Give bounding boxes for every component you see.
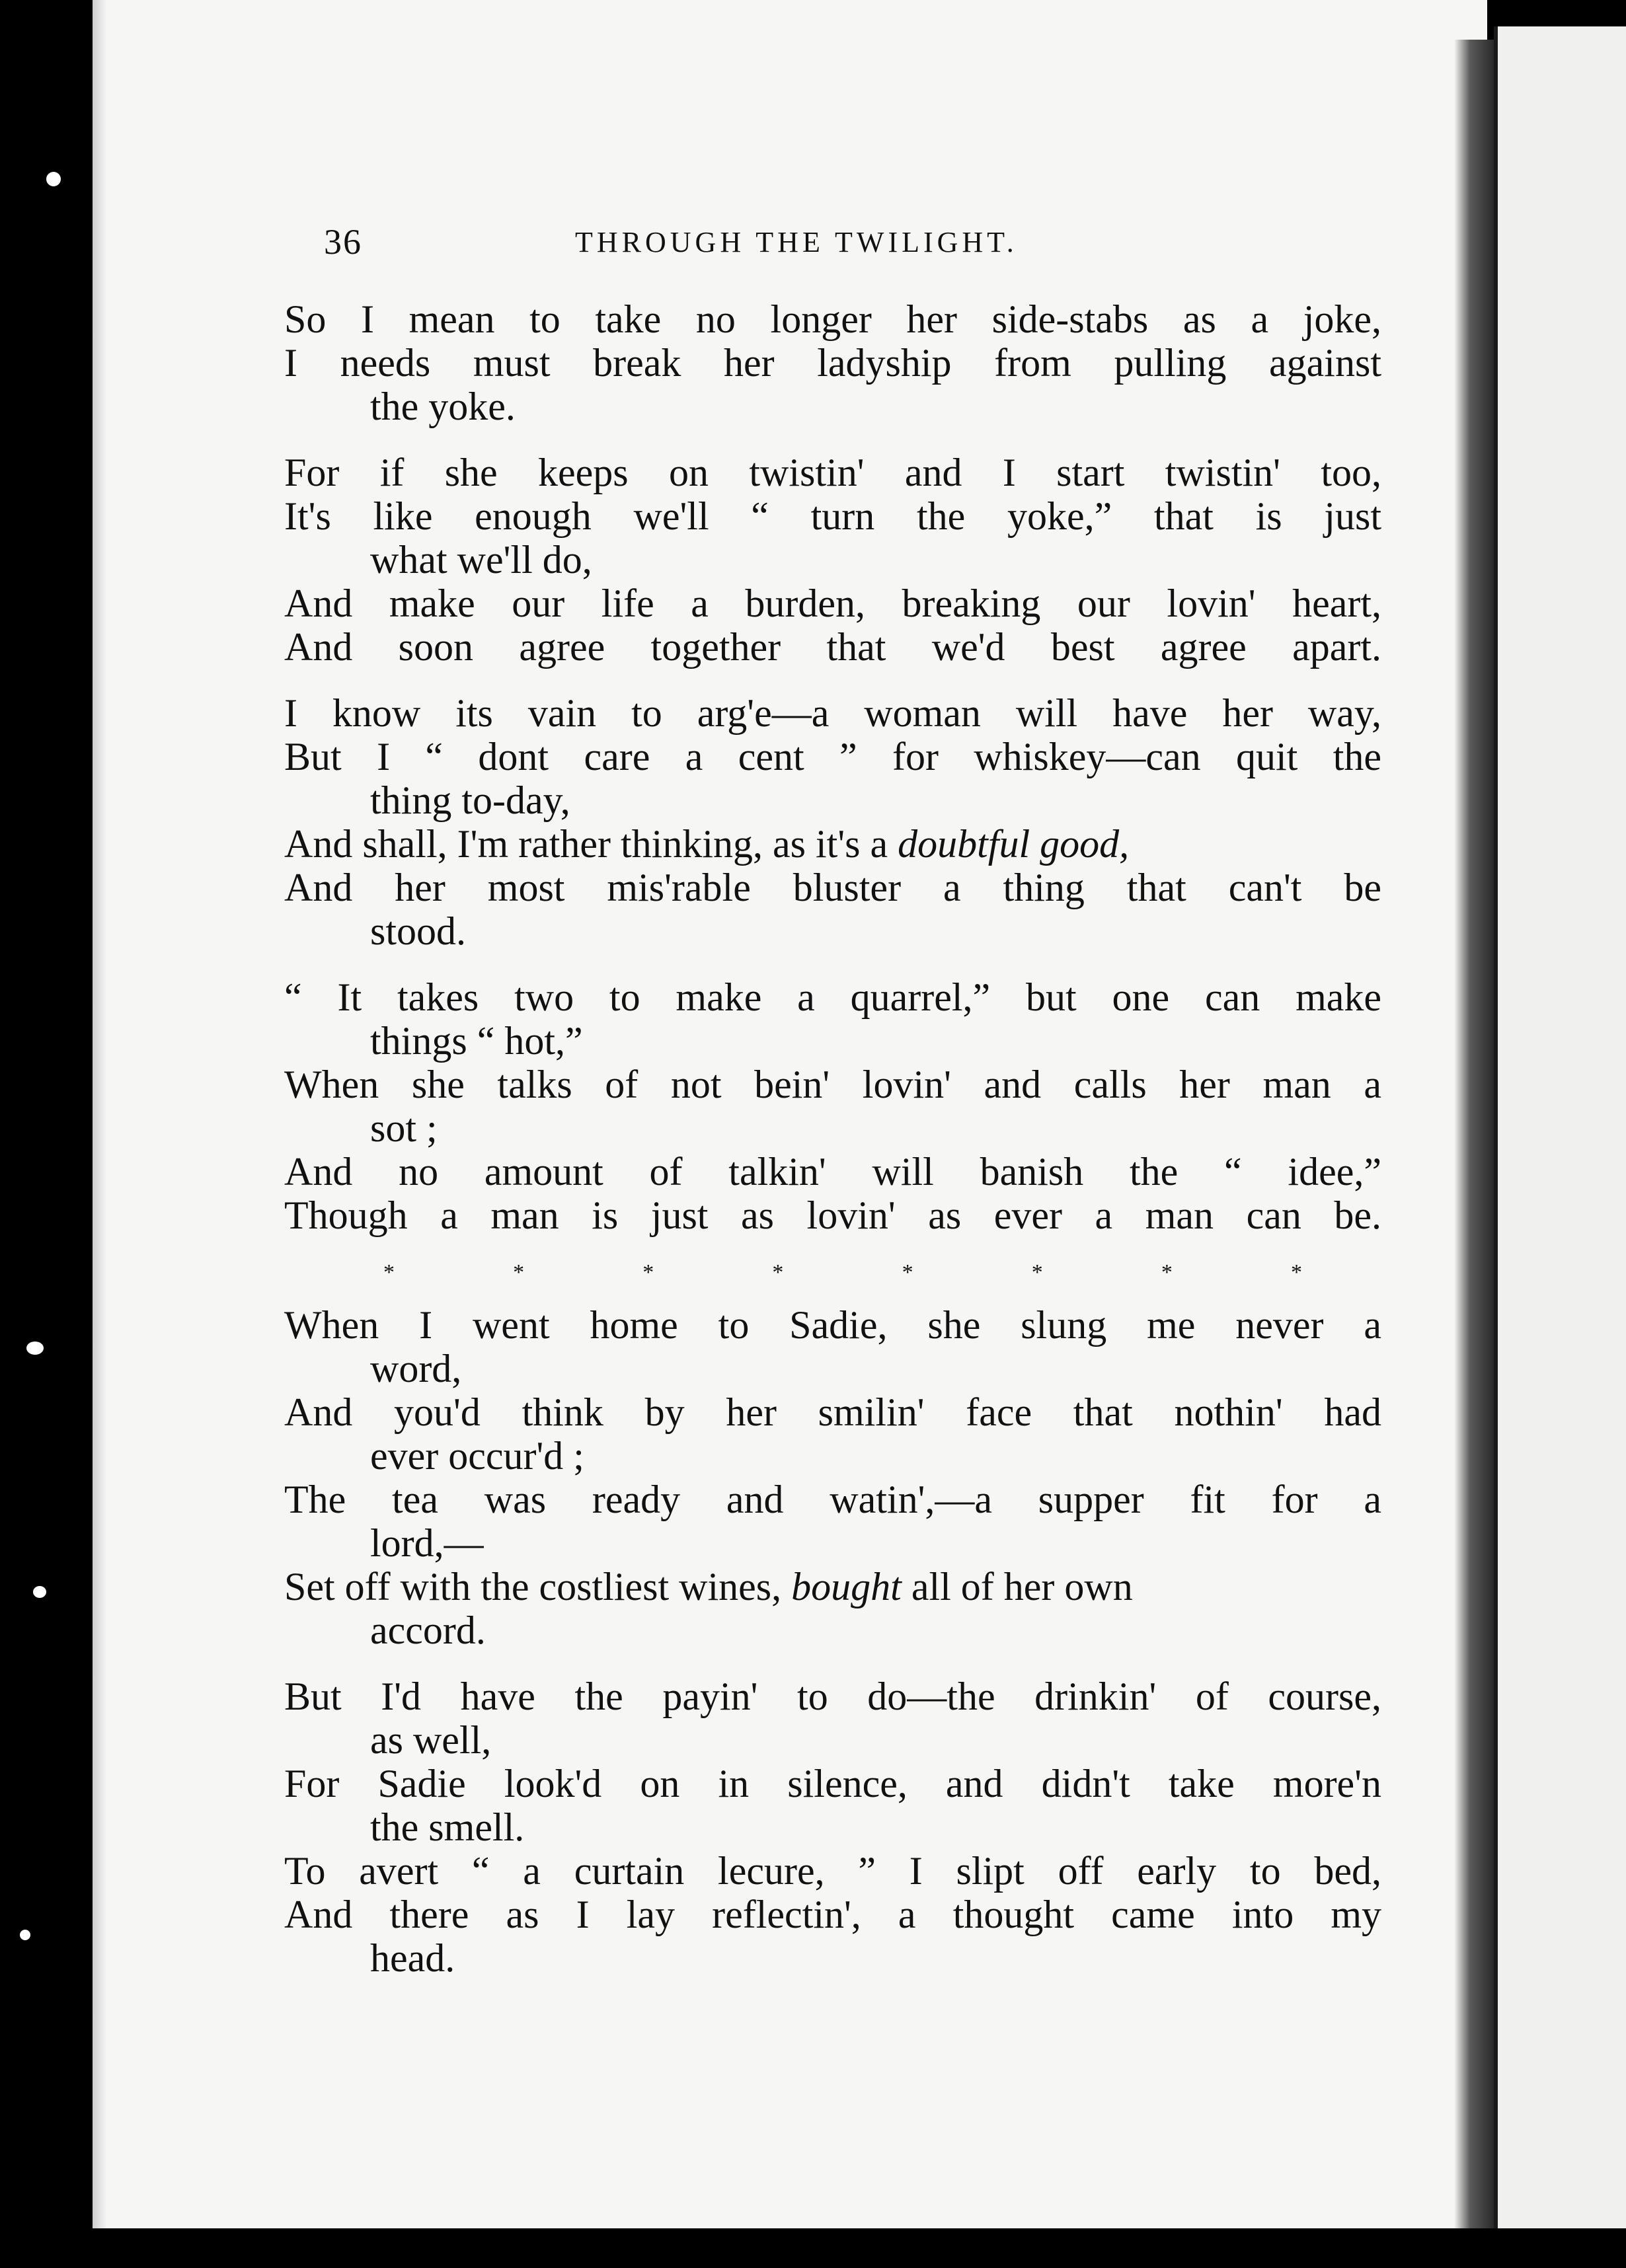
asterisk: * [513,1260,525,1285]
verse-line-continuation: thing to-day, [370,778,570,822]
facing-page-edge [1494,26,1626,2268]
asterisk: * [772,1260,784,1285]
italic-phrase: doubtful good, [898,822,1130,866]
verse-line: Though a man is just as lovin' as ever a man can be. [284,1193,1381,1237]
verse-line: When she talks of not bein' lovin' and calls her man a [284,1063,1381,1106]
stanza [284,975,1381,1237]
running-title: THROUGH THE TWILIGHT. [575,226,1018,258]
verse-line [284,822,1381,866]
stanza [284,451,1381,669]
verse-line: When I went home to Sadie, she slung me never a [284,1303,1381,1347]
verse-line: For Sadie look'd on in silence, and didn't take more'n [284,1762,1381,1805]
verse-line: And you'd think by her smilin' face that nothin' had [284,1390,1381,1434]
stanza [284,1675,1381,1980]
verse-text: all of her own [901,1565,1133,1608]
scan-speck [26,1342,44,1355]
left-dark-margin [0,0,93,2268]
verse-text: Set off with the costliest wines, [284,1565,792,1608]
asterisk: * [1290,1260,1302,1285]
scan-speck [46,172,61,186]
asterisk: * [1031,1260,1043,1285]
asterisk: * [383,1260,395,1285]
scan-speck [20,1930,30,1940]
spine-shadow [1454,40,1494,2268]
stanza [284,1303,1381,1652]
stanza [284,691,1381,953]
poem-body [284,297,1381,2002]
verse-line: To avert “ a curtain lecure, ” I slipt off early to bed, [284,1849,1381,1893]
page-number: 36 [324,222,362,262]
verse-line-continuation: head. [370,1936,455,1980]
verse-line: The tea was ready and watin',—a supper fit for a [284,1478,1381,1521]
verse-line [284,1565,1381,1608]
verse-line: And make our life a burden, breaking our lovin' heart, [284,582,1381,625]
verse-line-continuation: sot ; [370,1106,438,1150]
scan-speck [33,1586,46,1598]
verse-line-continuation: ever occur'd ; [370,1434,584,1478]
verse-line-continuation: word, [370,1347,462,1390]
page-left-edge [93,0,106,2268]
verse-line: I needs must break her ladyship from pulling against [284,341,1381,385]
verse-line-continuation: things “ hot,” [370,1019,583,1063]
verse-line: So I mean to take no longer her side-stabs as a joke, [284,297,1381,341]
running-head [284,221,1110,274]
verse-line: It's like enough we'll “ turn the yoke,” that is just [284,494,1381,538]
verse-line: But I “ dont care a cent ” for whiskey—can quit the [284,735,1381,778]
verse-line-continuation: what we'll do, [370,538,592,582]
verse-line: For if she keeps on twistin' and I start twistin' too, [284,451,1381,494]
verse-line: And no amount of talkin' will banish the “ idee,” [284,1150,1381,1193]
verse-text: And shall, I'm rather thinking, as it's a [284,822,898,866]
stanza [284,297,1381,428]
verse-line-continuation: lord,— [370,1521,484,1565]
verse-line: And soon agree together that we'd best agree apart. [284,625,1381,669]
bottom-dark-margin [0,2228,1626,2268]
italic-word: bought [791,1565,902,1608]
verse-line: And her most mis'rable bluster a thing that can't be [284,866,1381,909]
verse-line-continuation: as well, [370,1718,492,1762]
section-break-asterisks [383,1260,1302,1286]
asterisk: * [1161,1260,1173,1285]
asterisk: * [642,1260,654,1285]
verse-line: And there as I lay reflectin', a thought came into my [284,1893,1381,1936]
verse-line: But I'd have the payin' to do—the drinkin' of course, [284,1675,1381,1718]
verse-line-continuation: accord. [370,1608,486,1652]
verse-line-continuation: the smell. [370,1805,525,1849]
asterisk: * [902,1260,913,1285]
verse-line-continuation: the yoke. [370,385,516,428]
verse-line-continuation: stood. [370,909,467,953]
verse-line: I know its vain to arg'e—a woman will have her way, [284,691,1381,735]
verse-line: “ It takes two to make a quarrel,” but one can make [284,975,1381,1019]
